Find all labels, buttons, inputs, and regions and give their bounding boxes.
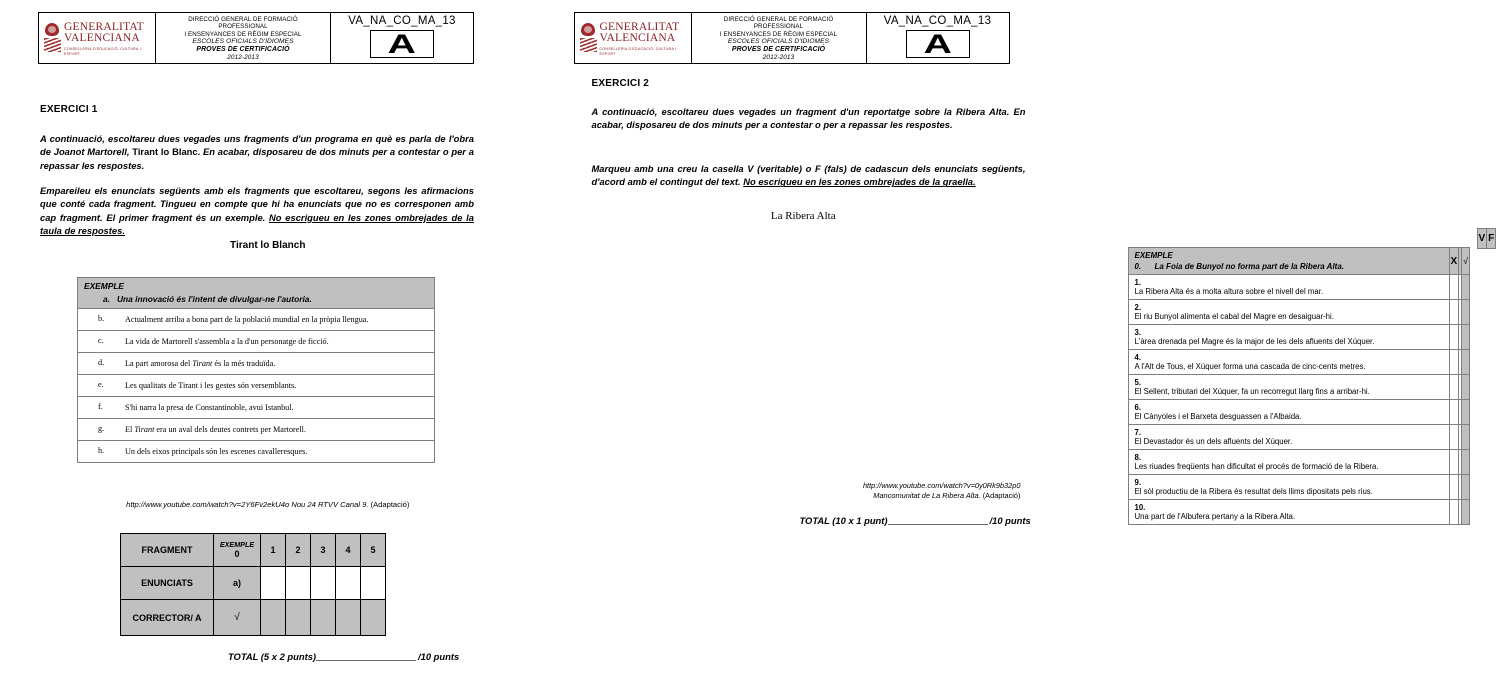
statement-6: [1128, 400, 1449, 425]
answer-cell-v-8[interactable]: [1449, 450, 1459, 475]
logo-line-1: GENERALITAT: [599, 21, 680, 34]
source-citation-left: [0, 500, 536, 509]
header-line-1: DIRECCIÓ GENERAL DE FORMACIÓ: [723, 16, 834, 23]
example-letter: a.: [103, 294, 110, 304]
statement-text: Un dels eixos principals són les escenes cavalleresques.: [125, 447, 308, 457]
intro-1-part-c: En acabar, disposareu de dos minuts per a contestar o per a repassar les respostes.: [40, 146, 474, 171]
corrector-cell-6: [1462, 400, 1470, 425]
statement-7: [1128, 425, 1449, 450]
grid-corrector-cell-2: [286, 600, 311, 636]
section-title-ribera: La Ribera Alta: [770, 210, 836, 222]
grid-col-2: 2: [286, 534, 311, 567]
source-org-line: [786, 491, 1021, 501]
corrector-cell-10: [1462, 500, 1470, 525]
statement-e: [78, 375, 435, 397]
statement-text: El Sellent, tributari del Xúquer, fa un recorregut llarg fins a arribar-hi.: [1134, 387, 1370, 396]
grid-example-tick: √: [214, 600, 261, 636]
grid-corrector-cell-5: [361, 600, 386, 636]
answer-cell-v-6[interactable]: [1449, 400, 1459, 425]
statement-text: Les riuades freqüents han dificultat el procés de formació de la Ribera.: [1134, 462, 1379, 471]
table-row: [78, 441, 435, 463]
table-row: [1128, 325, 1470, 350]
answer-cell-v-2[interactable]: [1449, 300, 1459, 325]
source-note: (Adaptació): [368, 500, 410, 509]
grid-corrector-cell-4: [336, 600, 361, 636]
level-badge-box: [370, 30, 434, 58]
statement-letter: c.: [98, 336, 104, 346]
grid-answer-cell-5[interactable]: [361, 567, 386, 600]
statement-text-after: era un aval dels deutes contrets per Martorell.: [154, 425, 306, 435]
header-line-2: PROFESSIONAL: [218, 23, 268, 31]
grid-answer-cell-1[interactable]: [261, 567, 286, 600]
statement-text-before: El: [125, 425, 135, 435]
generalitat-crest-icon: [44, 23, 61, 53]
corrector-cell-2: [1462, 300, 1470, 325]
table-row: [78, 397, 435, 419]
table-row: [1128, 450, 1470, 475]
table-row: [1128, 375, 1470, 400]
total-value: /10 punts: [989, 515, 1031, 526]
vf-column-headers: [1477, 228, 1496, 249]
statement-text: L'àrea drenada pel Magre és la major de les dels afluents del Xúquer.: [1134, 337, 1375, 346]
table-row: [1128, 475, 1470, 500]
table-row: [1128, 275, 1470, 300]
logo-line-3: CONSELLERIA D'EDUCACIÓ, CULTURA I ESPORT: [64, 46, 141, 57]
total-value: /10 punts: [418, 651, 460, 662]
document-header-right: [574, 12, 1010, 64]
total-blank-rule[interactable]: [888, 524, 988, 525]
total-line-right: [800, 515, 1031, 526]
example-statement: [84, 294, 428, 304]
answer-cell-v-1[interactable]: [1449, 275, 1459, 300]
example-cell: [78, 278, 435, 309]
statement-d: [78, 353, 435, 375]
statement-g: [78, 419, 435, 441]
example-answer-v: X: [1449, 248, 1459, 275]
header-line-5: PROVES DE CERTIFICACIÓ: [196, 45, 290, 53]
statement-9: [1128, 475, 1449, 500]
grid-example-number: 0: [234, 549, 240, 560]
intro-2-underlined: No escrigueu en les zones ombrejades de la graella.: [743, 176, 976, 188]
statement-f: [78, 397, 435, 419]
header-line-3: I ENSENYANCES DE RÈGIM ESPECIAL: [184, 30, 302, 38]
statement-h: [78, 441, 435, 463]
source-url: http://www.youtube.com/watch?v=0y0Rk9b32p0: [862, 481, 1021, 490]
table-row: [78, 375, 435, 397]
header-right: [867, 13, 1009, 63]
level-badge-box: [906, 30, 970, 58]
statement-number: 8.: [1134, 453, 1142, 462]
exercise-2-intro-2: [592, 162, 1026, 189]
table-row: [78, 419, 435, 441]
grid-example-answer: a): [214, 567, 261, 600]
source-citation-right: [786, 481, 1021, 501]
example-label: EXEMPLE: [1134, 251, 1173, 260]
statement-number: 10.: [1134, 503, 1146, 512]
statement-text: Una part de l'Albufera pertany a la Ribera Alta.: [1134, 512, 1296, 521]
logo-line-1: GENERALITAT: [64, 21, 144, 34]
source-note: (Adaptació): [980, 490, 1021, 500]
statement-text: [125, 358, 415, 369]
exercise-1-intro-2: [40, 184, 474, 237]
answer-cell-v-5[interactable]: [1449, 375, 1459, 400]
grid-answer-cell-4[interactable]: [336, 567, 361, 600]
answer-cell-v-9[interactable]: [1449, 475, 1459, 500]
statement-number: 3.: [1134, 328, 1142, 337]
statement-letter: f.: [98, 402, 103, 412]
intro-1-part-a: A continuació, escoltareu dues vegades uns fragments d'un programa en què es parla de l'obra de Joanot Martorell,: [40, 133, 474, 158]
statement-1: [1128, 275, 1449, 300]
example-text: Una innovació és l'intent de divulgar-ne l'autoria.: [116, 294, 312, 304]
statement-italic: Tirant: [134, 425, 155, 435]
grid-col-4: 4: [336, 534, 361, 567]
statement-letter: h.: [98, 446, 105, 456]
exercise-2-intro-1: A continuació, escoltareu dues vegades un fragment d'un reportatge sobre la Ribera Alta. En acabar, disposareu de dos minuts per a contestar o per a repassar les respostes.: [591, 106, 1026, 131]
intro-2-underlined: No escrigueu en les zones ombrejades de la taula de respostes.: [40, 211, 474, 237]
statement-5: [1128, 375, 1449, 400]
statement-text: S'hi narra la presa de Constantinoble, avui Istanbul.: [125, 403, 294, 413]
statement-3: [1128, 325, 1449, 350]
header-line-1: DIRECCIÓ GENERAL DE FORMACIÓ: [188, 16, 298, 23]
corrector-cell-5: [1462, 375, 1470, 400]
exercise-2-title: EXERCICI 2: [591, 78, 650, 89]
grid-label-corrector: CORRECTOR/ A: [121, 600, 214, 636]
statement-number: 2.: [1134, 303, 1142, 312]
grid-corrector-cell-3: [311, 600, 336, 636]
exercise-1-intro-1: [40, 132, 474, 172]
table-row: [1128, 350, 1470, 375]
statement-c: [78, 331, 435, 353]
answer-cell-v-7[interactable]: [1449, 425, 1459, 450]
intro-1-title-ref: Tirant lo Blanc.: [132, 146, 201, 158]
statement-4: [1128, 350, 1449, 375]
statement-8: [1128, 450, 1449, 475]
table-row: [78, 309, 435, 331]
header-line-6: 2012-2013: [227, 53, 259, 61]
header-line-3: I ENSENYANCES DE RÈGIM ESPECIAL: [719, 30, 838, 38]
statement-text-before: La part amorosa del: [125, 359, 193, 369]
answer-cell-v-10[interactable]: [1449, 500, 1459, 525]
statement-number: 7.: [1134, 428, 1142, 437]
source-url: http://www.youtube.com/watch?v=2Y6Fv2ekU4o Nou 24 RTVV Canal 9.: [126, 500, 369, 509]
column-header-f: F: [1487, 229, 1496, 249]
grid-col-1: 1: [261, 534, 286, 567]
example-label: EXEMPLE: [84, 281, 125, 291]
statement-number: 4.: [1134, 353, 1142, 362]
grid-example-label: EXEMPLE: [219, 539, 255, 549]
header-line-2: PROFESSIONAL: [753, 23, 804, 31]
statement-text: [125, 424, 415, 435]
statement-number: 5.: [1134, 378, 1142, 387]
letter-a-icon: A: [387, 29, 417, 59]
corrector-cell-8: [1462, 450, 1470, 475]
logo-line-2: VALENCIANA: [599, 32, 676, 45]
example-statement: [1135, 262, 1445, 271]
header-right: [331, 13, 473, 63]
statement-2: [1128, 300, 1449, 325]
answer-grid[interactable]: [120, 533, 386, 636]
statement-number: 6.: [1134, 403, 1142, 412]
statement-text: La Ribera Alta és a molta altura sobre el nivell del mar.: [1134, 287, 1324, 296]
logo-line-3: CONSELLERIA D'EDUCACIÓ, CULTURA I ESPORT: [599, 46, 677, 57]
example-cell: [1128, 248, 1449, 275]
statements-table-2[interactable]: [1128, 247, 1471, 525]
statement-text: Les qualitats de Tirant i les gestes són versemblants.: [125, 381, 297, 391]
total-label: TOTAL (5 x 2 punts): [228, 651, 317, 662]
header-line-5: PROVES DE CERTIFICACIÓ: [731, 45, 826, 53]
table-row: [1128, 500, 1470, 525]
letter-a-icon: A: [923, 29, 952, 59]
source-org: Mancomunitat de La Ribera Alta.: [873, 490, 981, 500]
table-row: [78, 331, 435, 353]
exercise-1-title: EXERCICI 1: [40, 104, 98, 115]
corrector-cell-7: [1462, 425, 1470, 450]
statement-text-after: és la més traduïda.: [212, 359, 276, 369]
section-title-tirant: Tirant lo Blanch: [230, 240, 306, 251]
exam-code: VA_NA_CO_MA_13: [348, 15, 456, 27]
logo-line-2: VALENCIANA: [64, 32, 140, 45]
grid-row-fragment: [121, 534, 386, 567]
grid-col-5: 5: [361, 534, 386, 567]
total-label: TOTAL (10 x 1 punt): [799, 515, 888, 526]
statement-letter: g.: [98, 424, 105, 434]
statement-number: 9.: [1134, 478, 1142, 487]
statement-text: Actualment arriba a bona part de la població mundial en la pròpia llengua.: [125, 315, 369, 324]
grid-answer-cell-2[interactable]: [286, 567, 311, 600]
grid-answer-cell-3[interactable]: [311, 567, 336, 600]
grid-corrector-cell-1: [261, 600, 286, 636]
corrector-cell-4: [1462, 350, 1470, 375]
page-left: [0, 0, 536, 678]
header-line-4: ESCOLES OFICIALS D'IDIOMES: [727, 37, 830, 45]
example-corrector-tick: √: [1462, 248, 1470, 275]
answer-cell-v-3[interactable]: [1449, 325, 1459, 350]
grid-label-enunciats: ENUNCIATS: [121, 567, 214, 600]
statement-b: [78, 309, 435, 331]
answer-cell-v-4[interactable]: [1449, 350, 1459, 375]
example-number: 0.: [1134, 262, 1142, 271]
exam-code: VA_NA_CO_MA_13: [883, 15, 992, 27]
intro-2-part-a: Empareileu els enunciats següents amb els fragments que escoltareu, segons les afirmacions que conté cada fragment. Tingueu en compte que hi ha enunciats que no es corresponen amb cap fragment. El primer fragment és un exemple.: [40, 185, 474, 223]
statement-letter: e.: [98, 380, 104, 390]
total-line-left: [228, 651, 459, 662]
header-center-text: [156, 13, 331, 63]
grid-label-fragment: FRAGMENT: [121, 534, 214, 567]
table-row-example: [1128, 248, 1470, 275]
statements-table-1: [77, 277, 435, 463]
statement-letter: b.: [98, 314, 105, 323]
vf-header-row: [1477, 229, 1496, 249]
header-line-4: ESCOLES OFICIALS D'IDIOMES: [192, 37, 294, 45]
statement-text: A l'Alt de Tous, el Xúquer forma una cascada de cinc-cents metres.: [1134, 362, 1366, 371]
grid-row-corrector: [121, 600, 386, 636]
statement-text: El Cànyoles i el Barxeta desguassen a l'Albaida.: [1134, 412, 1302, 421]
grid-row-enunciats: [121, 567, 386, 600]
statement-text: El Devastador és un dels afluents del Xúquer.: [1134, 437, 1293, 446]
statement-text: La vida de Martorell s'assembla a la d'un personatge de ficció.: [125, 337, 329, 347]
page-right: [536, 0, 1495, 678]
example-text: La Foia de Bunyol no forma part de la Ribera Alta.: [1154, 262, 1345, 271]
grid-col-3: 3: [311, 534, 336, 567]
corrector-cell-3: [1462, 325, 1470, 350]
header-center-text: [692, 13, 867, 63]
generalitat-crest-icon: [580, 23, 597, 53]
total-blank-rule[interactable]: [316, 660, 416, 661]
document-header-left: [38, 12, 474, 64]
table-row: [1128, 400, 1470, 425]
statement-text: El riu Bunyol alimenta el cabal del Magre en desaiguar-hi.: [1134, 312, 1334, 321]
generalitat-logo: [575, 13, 692, 63]
generalitat-logo: [39, 13, 156, 63]
statement-10: [1128, 500, 1449, 525]
table-row: [78, 353, 435, 375]
table-row: [1128, 300, 1470, 325]
table-row-example: [78, 278, 435, 309]
statement-italic: Tirant: [192, 359, 213, 369]
header-line-6: 2012-2013: [762, 53, 795, 61]
statement-letter: d.: [98, 358, 105, 368]
corrector-cell-9: [1462, 475, 1470, 500]
table-row: [1128, 425, 1470, 450]
statement-text: El sòl productiu de la Ribera és resultat dels llims dipositats pels rius.: [1134, 487, 1373, 496]
column-header-v: V: [1477, 229, 1487, 249]
corrector-cell-1: [1462, 275, 1470, 300]
grid-example-header: [214, 534, 261, 567]
statement-number: 1.: [1134, 278, 1142, 287]
intro-2-text: Marqueu amb una creu la casella V (veritable) o F (fals) de cadascun dels enunciats següents, d'acord amb el contingut del text.: [591, 163, 1026, 188]
